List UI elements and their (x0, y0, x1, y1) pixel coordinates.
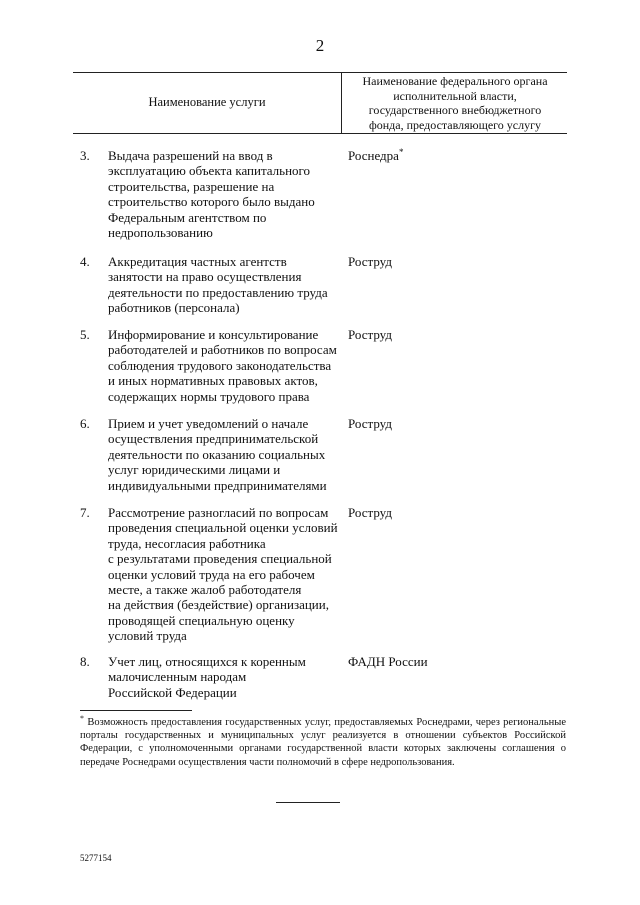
service-name (108, 416, 340, 493)
service-name-line: Федеральным агентством по (108, 209, 267, 225)
row-number: 7. (80, 505, 90, 520)
row-number: 6. (80, 416, 90, 431)
service-name-line: работодателей и работников по вопросам (108, 342, 337, 358)
service-name-line: осуществления предпринимательской (108, 431, 319, 447)
authority-name (348, 254, 548, 269)
service-name-line: Российской Федерации (108, 684, 237, 700)
authority-label: Роструд (348, 254, 392, 269)
header-authority-line: Наименование федерального органа (362, 74, 548, 88)
header-authority (343, 74, 567, 132)
header-divider (341, 72, 342, 133)
header-authority-line: исполнительной власти, (393, 88, 517, 103)
header-bottom-rule (73, 133, 567, 134)
authority-label: Роструд (348, 416, 392, 431)
service-name-line: труда, несогласия работника (108, 535, 266, 551)
page-number: 2 (315, 36, 325, 55)
service-name-line: на действия (бездействие) организации, (108, 597, 329, 613)
table-top-rule (73, 72, 567, 73)
authority-name (348, 505, 548, 520)
footnote (80, 716, 566, 769)
footnote-marker: * (398, 147, 404, 157)
service-name-line: проводящей специальную оценку (108, 612, 295, 628)
service-name (108, 148, 340, 240)
service-name-line: услуг юридическими лицами и (108, 462, 281, 478)
row-number: 8. (80, 654, 90, 669)
authority-name (348, 327, 548, 342)
service-name-line: Рассмотрение разногласий по вопросам (108, 505, 329, 520)
service-name-line: условий труда (108, 628, 187, 644)
service-name-line: с результатами проведения специальной (108, 551, 332, 567)
service-name-line: эксплуатацию объекта капитального (108, 163, 311, 179)
footnote-marker: * (80, 714, 84, 723)
service-name-line: и иных нормативных правовых актов, (108, 373, 318, 389)
authority-label: ФАДН России (348, 654, 428, 669)
service-name-line: месте, а также жалоб работодателя (108, 582, 302, 598)
service-name-line: недропользованию (108, 225, 213, 241)
service-name (108, 254, 340, 316)
service-name-line: строительства, разрешение на (108, 178, 275, 194)
end-of-document-rule (276, 802, 340, 803)
header-authority-line: фонда, предоставляющего услугу (368, 117, 542, 132)
service-name (108, 505, 340, 644)
service-name-line: Выдача разрешений на ввод в (108, 148, 273, 163)
service-name-line: деятельности по оказанию социальных (108, 446, 326, 462)
service-name-line: содержащих нормы трудового права (108, 388, 310, 404)
service-name-line: малочисленным народам (108, 669, 247, 685)
service-name-line: проведения специальной оценки условий (108, 520, 338, 536)
header-authority-line: государственного внебюджетного (368, 103, 542, 118)
row-number: 3. (80, 148, 90, 163)
row-number: 5. (80, 327, 90, 342)
service-name-line: Аккредитация частных агентств (108, 254, 287, 269)
service-name-line: занятости на право осуществления (108, 269, 302, 285)
service-name-line: соблюдения трудового законодательства (108, 357, 332, 373)
row-number: 4. (80, 254, 90, 269)
authority-name (348, 148, 548, 163)
document-id: 5277154 (80, 853, 112, 863)
footnote-text: Возможность предоставления государственных услуг, предоставляемых Роснедрами, через региональные порталы государственных и муниципальных услуг реализуется в отношении субъектов Российской Федерации, с уполномоченными органами государственной власти которых заключены соглашения о передаче Роснедрами осуществления части полномочий в сфере недропользования. (80, 717, 567, 768)
header-service-name: Наименование услуги (148, 95, 266, 109)
service-name-line: работников (персонала) (108, 300, 240, 316)
authority-name (348, 654, 548, 669)
service-name-line: Учет лиц, относящихся к коренным (108, 654, 306, 669)
service-name (108, 654, 340, 700)
service-name-line: оценки условий труда на его рабочем (108, 566, 315, 582)
footnote-separator (80, 710, 192, 711)
service-name-line: Прием и учет уведомлений о начале (108, 416, 309, 431)
service-name-line: строительство которого было выдано (108, 194, 315, 210)
service-name (108, 327, 340, 404)
authority-name (348, 416, 548, 431)
authority-label: Роснедра (348, 148, 399, 163)
authority-label: Роструд (348, 327, 392, 342)
service-name-line: индивидуальными предпринимателями (108, 477, 327, 493)
service-name-line: деятельности по предоставлению труда (108, 284, 328, 300)
authority-label: Роструд (348, 505, 392, 520)
service-name-line: Информирование и консультирование (108, 327, 319, 342)
